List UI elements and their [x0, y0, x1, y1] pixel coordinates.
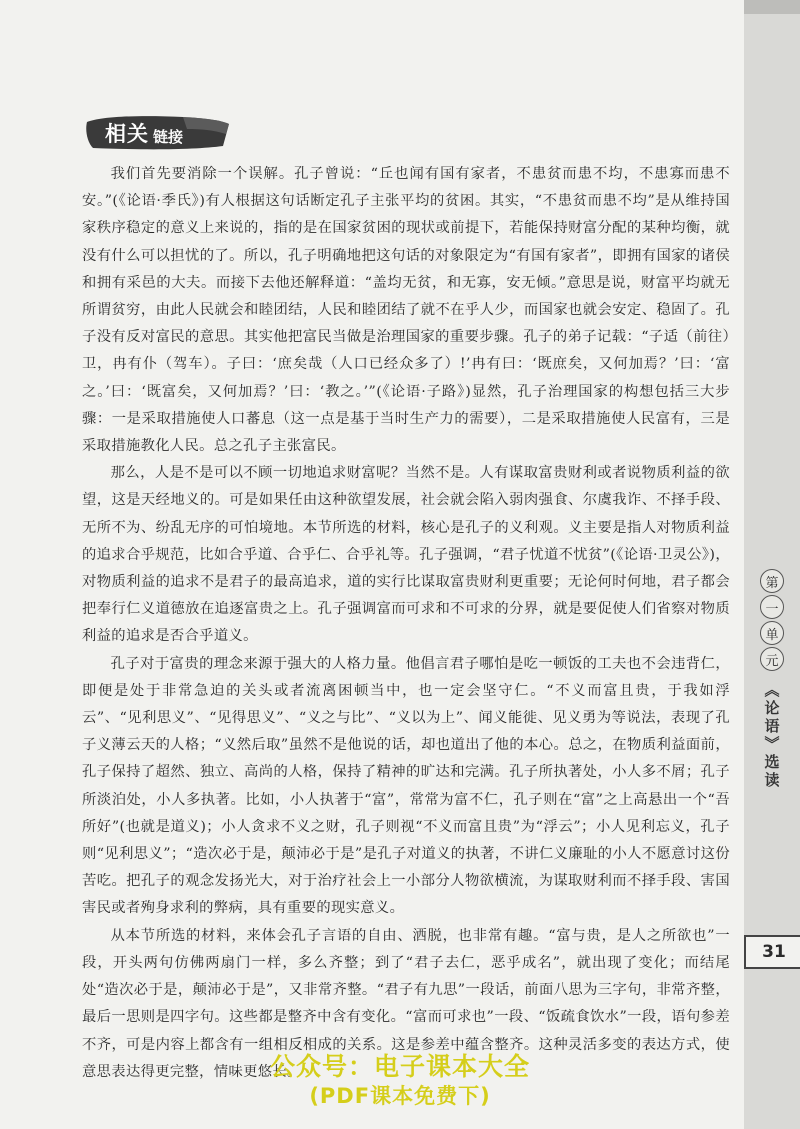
paragraph: 我们首先要消除一个误解。孔子曾说：“丘也闻有国有家者，不患贫而患不均，不患寡而患不安。”(《论语·季氏》)有人根据这句话断定孔子主张平均的贫困。其实，“不患贫而患不均”是从维持国家秩序稳定的意义上来说的，指的是在国家贫困的现状或前提下，若能保持财富分配的某种均衡，就没有什么可以担忧的了。所以，孔子明确地把这句话的对象限定为“有国有家者”，即拥有国家的诸侯和拥有采邑的大夫。而接下去他还解释道：“盖均无贫，和无寡，安无倾。”意思是说，财富平均就无所谓贫穷，由此人民就会和睦团结，人民和睦团结了就不在乎人少，而国家也就会安定、稳固了。孔子没有反对富民的意思。其实他把富民当做是治理国家的重要步骤。孔子的弟子记载：“子适（前往）卫，冉有仆（驾车）。子曰：‘庶矣哉（人口已经众多了）!’冉有曰：‘既庶矣，又何加焉？’曰：‘富之。’曰：‘既富矣，又何加焉？’曰：‘教之。’”(《论语·子路》)显然，孔子治理国家的构想包括三大步骤：一是采取措施使人口蕃息（这一点是基于当时生产力的需要），二是采取措施使人民富有，三是采取措施教化人民。总之孔子主张富民。 [82, 166, 730, 455]
unit-char: 元 [760, 647, 784, 671]
side-strip-top [744, 0, 800, 14]
unit-label [758, 568, 786, 790]
paragraph: 那么，人是不是可以不顾一切地追求财富呢？当然不是。人有谋取富贵财利或者说物质利益的欲望，这是天经地义的。可是如果任由这种欲望发展，社会就会陷入弱肉强食、尔虞我诈、不择手段、无所不为、纷乱无序的可怕境地。本节所选的材料，核心是孔子的义利观。义主要是指人对物质利益的追求合乎规范，比如合乎道、合乎仁、合乎礼等。孔子强调，“君子忧道不忧贫”(《论语·卫灵公》)，对物质利益的追求不是君子的最高追求，道的实行比谋取富贵财利更重要；无论何时何地，君子都会把奉行仁义道德放在追逐富贵之上。孔子强调富而可求和不可求的分界，就是要促使人们省察对物质利益的追求是否合乎道义。 [82, 465, 730, 645]
section-banner [83, 112, 233, 152]
section-title: 相关 [105, 121, 149, 146]
book-title: 《论语》选读 [762, 682, 781, 790]
article-body [82, 161, 730, 1086]
paragraph: 孔子对于富贵的理念来源于强大的人格力量。他倡言君子哪怕是吃一顿饭的工夫也不会违背仁，即便是处于非常急迫的关头或者流离困顿当中，也一定会坚守仁。“不义而富且贵，于我如浮云”、“见利思义”、“见得思义”、“义之与比”、“义以为上”、闻义能徙、见义勇为等说法，表现了孔子义薄云天的人格；“义然后取”虽然不是他说的话，却也道出了他的本心。总之，在物质利益面前，孔子保持了超然、独立、高尚的人格，保持了精神的旷达和完满。孔子所执著处，小人多不屑；孔子所淡泊处，小人多执著。比如，小人执著于“富”，常常为富不仁，孔子则在“富”之上高悬出一个“吾所好”(也就是道义)；小人贪求不义之财，孔子则视“不义而富且贵”为“浮云”；小人见利忘义，孔子则“见利思义”；“造次必于是，颠沛必于是”是孔子对道义的执著，不讲仁义廉耻的小人不愿意讨这份苦吃。把孔子的观念发扬光大，对于治疗社会上一小部分人物欲横流，为谋取财利而不择手段、害国害民或者殉身求利的弊病，具有重要的现实意义。 [82, 655, 730, 917]
watermark-line: (PDF课本免费下) [309, 1084, 491, 1108]
paragraph: 从本节所选的材料，来体会孔子言语的自由、洒脱，也非常有趣。“富与贵，是人之所欲也”一段，开头两句仿佛两扇门一样，多么齐整；到了“君子去仁，恶乎成名”，就出现了变化；而结尾处“造次必于是，颠沛必于是”，又非常齐整。“君子有九思”一段话，前面八思为三字句，非常齐整，最后一思则是四字句。这些都是整齐中含有变化。“富而可求也”一段、“饭疏食饮水”一段，语句参差不齐，可是内容上都含有一组相反相成的关系。这是参差中蕴含整齐。这种灵活多变的表达方式，使意思表达得更完整，情味更悠长。 [82, 927, 730, 1080]
unit-char: 第 [760, 569, 784, 593]
unit-char: 单 [760, 621, 784, 645]
page-number: 31 [744, 935, 800, 969]
section-subtitle: 链接 [153, 128, 184, 146]
unit-char: 一 [760, 595, 784, 619]
watermark-line: 公众号：电子课本大全 [269, 1052, 530, 1081]
watermark [0, 1052, 800, 1110]
